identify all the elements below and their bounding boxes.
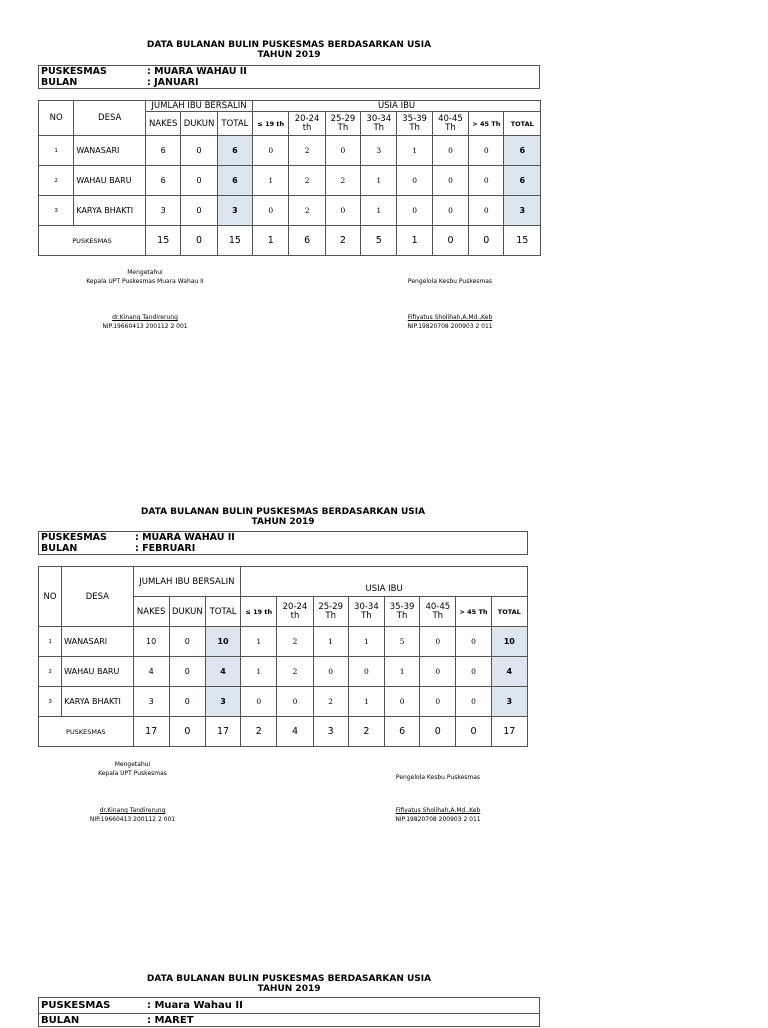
summary-age-3: 2: [348, 717, 384, 747]
row-age-1: 2: [277, 627, 313, 657]
row-age-3: 1: [348, 627, 384, 657]
col-age-1: 20-24 th: [277, 597, 313, 627]
row-desa: WANASARI: [74, 136, 146, 166]
row-age-6: 0: [456, 657, 491, 687]
col-desa: DESA: [62, 567, 133, 627]
row-no: 1: [39, 136, 74, 166]
summary-nakes: 15: [146, 226, 181, 256]
summary-age-1: 4: [277, 717, 313, 747]
row-no: 3: [39, 687, 62, 717]
col-age-3: 30-34 Th: [361, 112, 397, 136]
row-age-0: 0: [253, 196, 289, 226]
row-age-2: 0: [325, 196, 360, 226]
col-age-1: 20-24 th: [289, 112, 325, 136]
row-age-3: 1: [348, 687, 384, 717]
row-age-5: 0: [420, 687, 456, 717]
row-age-1: 2: [289, 196, 325, 226]
col-dukun: DUKUN: [169, 597, 205, 627]
col-age-4: 35-39 Th: [384, 597, 419, 627]
year-text: TAHUN 2019: [251, 517, 315, 527]
summary-age-6: 0: [456, 717, 491, 747]
row-age-1: 0: [277, 687, 313, 717]
row-age-4: 1: [384, 657, 419, 687]
right-title: Pengelola Kesbu Puskesmas: [395, 774, 481, 781]
row-age-4: 0: [384, 687, 419, 717]
row-age-3: 1: [361, 166, 397, 196]
puskesmas-label: PUSKESMAS: [41, 1000, 111, 1011]
puskesmas-value: : MUARA WAHAU II: [147, 66, 247, 77]
col-age-0: ≤ 19 th: [253, 112, 289, 136]
row-age-2: 2: [313, 687, 348, 717]
row-age-0: 1: [241, 657, 277, 687]
row-age-4: 0: [397, 166, 432, 196]
col-grand-total: TOTAL: [504, 112, 541, 136]
col-no: NO: [39, 101, 74, 136]
col-total: TOTAL: [205, 597, 240, 627]
puskesmas-label: PUSKESMAS: [41, 532, 107, 543]
col-age-3: 30-34 Th: [348, 597, 384, 627]
row-age-4: 5: [384, 627, 419, 657]
row-no: 3: [39, 196, 74, 226]
bulan-label: BULAN: [41, 543, 78, 554]
row-age-4: 1: [397, 136, 432, 166]
row-age-5: 0: [420, 627, 456, 657]
col-age-6: > 45 Th: [456, 597, 491, 627]
row-dukun: 0: [181, 166, 217, 196]
title-text: DATA BULANAN BULIN PUSKESMAS BERDASARKAN USIA: [146, 974, 432, 984]
summary-age-1: 6: [289, 226, 325, 256]
summary-total: 17: [205, 717, 240, 747]
row-age-1: 2: [289, 166, 325, 196]
row-total: 4: [205, 657, 240, 687]
row-nakes: 6: [146, 166, 181, 196]
row-age-0: 0: [241, 687, 277, 717]
row-desa: KARYA BHAKTI: [62, 687, 133, 717]
summary-age-4: 1: [397, 226, 432, 256]
row-age-6: 0: [456, 627, 491, 657]
row-grand: 4: [491, 657, 527, 687]
left-title: Kepala UPT Puskesmas: [98, 770, 167, 777]
row-age-2: 0: [313, 657, 348, 687]
mengetahui-text: Mengetahui: [127, 269, 163, 276]
title-text: DATA BULANAN BULIN PUSKESMAS BERDASARKAN USIA: [146, 40, 432, 50]
row-nakes: 4: [133, 657, 169, 687]
summary-age-6: 0: [469, 226, 504, 256]
year-text: TAHUN 2019: [257, 50, 321, 60]
row-age-5: 0: [432, 196, 468, 226]
bulan-value: : FEBRUARI: [135, 543, 196, 554]
row-desa: WAHAU BARU: [62, 657, 133, 687]
row-age-3: 0: [348, 657, 384, 687]
col-no: NO: [39, 567, 62, 627]
row-age-0: 0: [253, 136, 289, 166]
col-age-2: 25-29 Th: [325, 112, 360, 136]
left-nip: NIP.19660413 200112 2 001: [102, 323, 188, 330]
row-age-2: 0: [325, 136, 360, 166]
row-dukun: 0: [169, 627, 205, 657]
year-text: TAHUN 2019: [257, 984, 321, 994]
row-age-6: 0: [469, 166, 504, 196]
right-nip: NIP.19820708 200903 2 011: [407, 323, 493, 330]
row-desa: WAHAU BARU: [74, 166, 146, 196]
puskesmas-value: : MUARA WAHAU II: [135, 532, 235, 543]
summary-total: 15: [217, 226, 252, 256]
row-age-5: 0: [432, 136, 468, 166]
row-dukun: 0: [169, 687, 205, 717]
col-dukun: DUKUN: [181, 112, 217, 136]
row-desa: KARYA BHAKTI: [74, 196, 146, 226]
row-total: 3: [217, 196, 252, 226]
col-age-2: 25-29 Th: [313, 597, 348, 627]
row-age-1: 2: [277, 657, 313, 687]
col-nakes: NAKES: [146, 112, 181, 136]
summary-age-0: 1: [253, 226, 289, 256]
row-age-0: 1: [241, 627, 277, 657]
row-age-3: 3: [361, 136, 397, 166]
row-age-5: 0: [432, 166, 468, 196]
col-grand-total: TOTAL: [491, 597, 527, 627]
left-name: dr.Kinang Tandirerung: [112, 314, 178, 321]
row-nakes: 3: [146, 196, 181, 226]
col-desa: DESA: [74, 101, 146, 136]
summary-grand: 15: [504, 226, 541, 256]
row-desa: WANASARI: [62, 627, 133, 657]
row-grand: 3: [491, 687, 527, 717]
mengetahui-text: Mengetahui: [114, 761, 151, 768]
left-name: dr.Kinang Tandirerung: [99, 807, 166, 814]
row-age-2: 2: [325, 166, 360, 196]
row-age-4: 0: [397, 196, 432, 226]
row-age-3: 1: [361, 196, 397, 226]
row-nakes: 6: [146, 136, 181, 166]
bulan-label: BULAN: [41, 1015, 80, 1026]
summary-age-2: 3: [313, 717, 348, 747]
right-name: Fifiyatus Sholihah,A.Md.,Keb: [407, 314, 493, 321]
right-name: Fifiyatus Sholihah,A.Md.,Keb: [395, 807, 481, 814]
summary-dukun: 0: [181, 226, 217, 256]
summary-age-2: 2: [325, 226, 360, 256]
puskesmas-label: PUSKESMAS: [41, 66, 107, 77]
bulan-value: : MARET: [147, 1015, 194, 1026]
row-age-6: 0: [469, 196, 504, 226]
col-jumlah: JUMLAH IBU BERSALIN: [146, 101, 253, 112]
puskesmas-value: : Muara Wahau II: [147, 1000, 243, 1011]
row-age-6: 0: [469, 136, 504, 166]
title-text: DATA BULANAN BULIN PUSKESMAS BERDASARKAN USIA: [140, 507, 426, 517]
bulan-label: BULAN: [41, 77, 78, 88]
col-jumlah: JUMLAH IBU BERSALIN: [133, 567, 241, 597]
info-box: [38, 997, 540, 1027]
report-title: [38, 974, 540, 994]
col-usia-ibu: USIA IBU: [253, 101, 541, 112]
summary-age-5: 0: [420, 717, 456, 747]
summary-dukun: 0: [169, 717, 205, 747]
summary-label: PUSKESMAS: [39, 717, 134, 747]
row-total: 6: [217, 136, 252, 166]
summary-age-3: 5: [361, 226, 397, 256]
row-grand: 6: [504, 136, 541, 166]
summary-nakes: 17: [133, 717, 169, 747]
col-age-5: 40-45 Th: [432, 112, 468, 136]
summary-label: PUSKESMAS: [39, 226, 146, 256]
row-age-2: 1: [313, 627, 348, 657]
row-no: 2: [39, 657, 62, 687]
summary-age-0: 2: [241, 717, 277, 747]
row-dukun: 0: [169, 657, 205, 687]
row-no: 1: [39, 627, 62, 657]
left-title: Kepala UPT Puskesmas Muara Wahau II: [86, 278, 204, 285]
row-total: 3: [205, 687, 240, 717]
row-total: 10: [205, 627, 240, 657]
row-age-0: 1: [253, 166, 289, 196]
row-dukun: 0: [181, 136, 217, 166]
row-no: 2: [39, 166, 74, 196]
row-age-5: 0: [420, 657, 456, 687]
left-nip: NIP.19660413 200112 2 001: [89, 816, 176, 823]
right-nip: NIP.19820708 200903 2 011: [395, 816, 481, 823]
bulan-value: : JANUARI: [147, 77, 199, 88]
row-total: 6: [217, 166, 252, 196]
col-usia-ibu: USIA IBU: [241, 567, 528, 597]
row-grand: 3: [504, 196, 541, 226]
row-dukun: 0: [181, 196, 217, 226]
col-age-0: ≤ 19 th: [241, 597, 277, 627]
row-grand: 10: [491, 627, 527, 657]
summary-age-4: 6: [384, 717, 419, 747]
col-total: TOTAL: [217, 112, 252, 136]
col-age-4: 35-39 Th: [397, 112, 432, 136]
summary-grand: 17: [491, 717, 527, 747]
summary-age-5: 0: [432, 226, 468, 256]
col-nakes: NAKES: [133, 597, 169, 627]
row-age-1: 2: [289, 136, 325, 166]
row-grand: 6: [504, 166, 541, 196]
row-nakes: 10: [133, 627, 169, 657]
col-age-5: 40-45 Th: [420, 597, 456, 627]
row-age-6: 0: [456, 687, 491, 717]
right-title: Pengelola Kesbu Puskesmas: [407, 278, 493, 285]
row-nakes: 3: [133, 687, 169, 717]
col-age-6: > 45 Th: [469, 112, 504, 136]
